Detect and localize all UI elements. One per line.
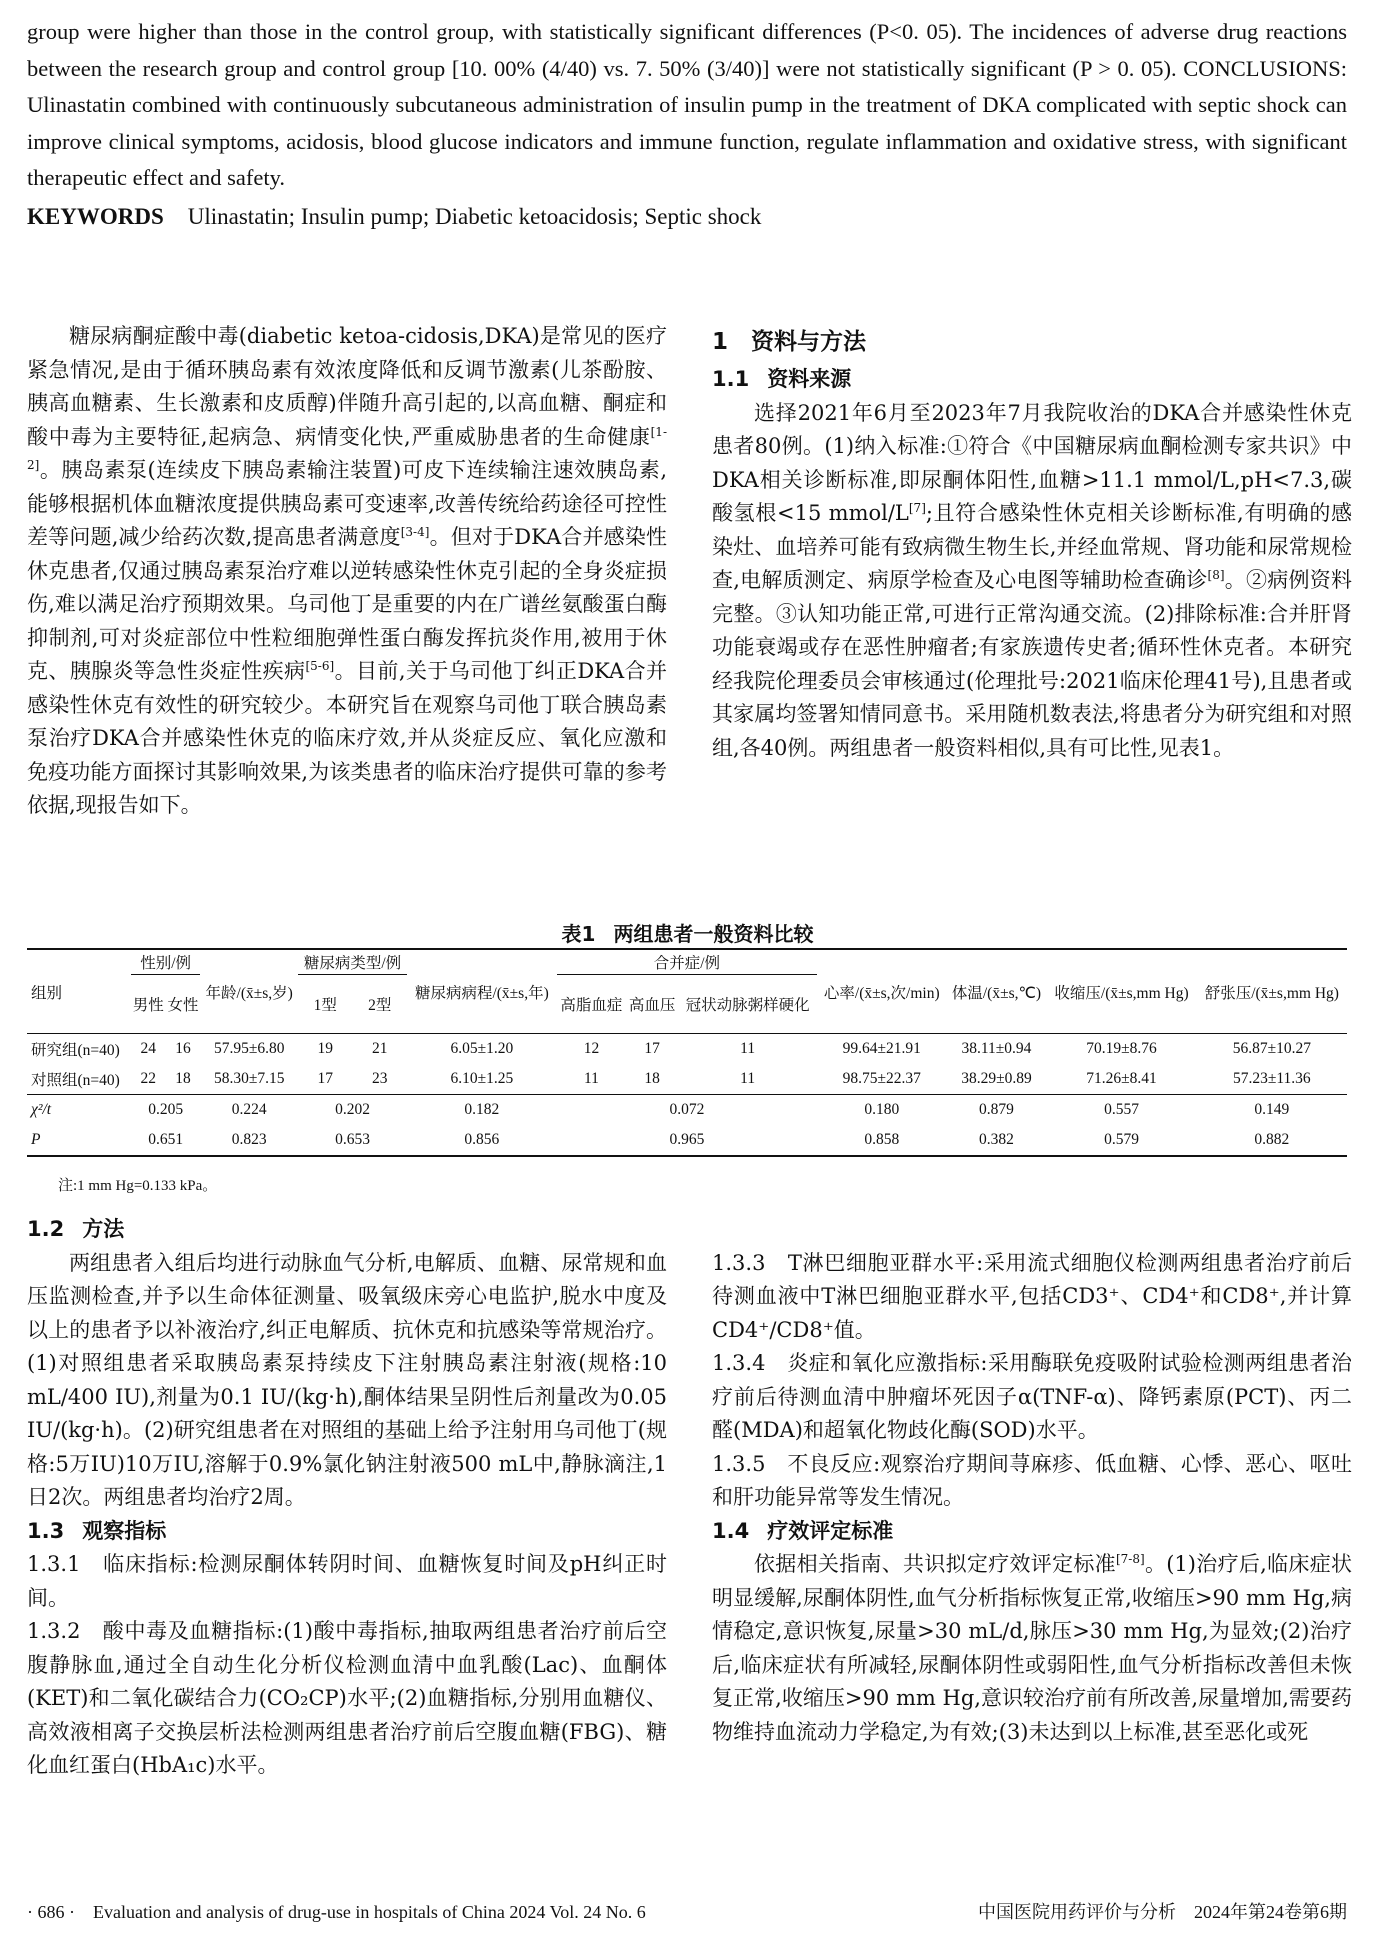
keywords-text: Ulinastatin; Insulin pump; Diabetic ketoacidosis; Septic shock: [187, 203, 762, 229]
citation: [1-2]: [27, 424, 667, 472]
methods-column-right: [712, 1213, 1352, 1749]
citation: [3-4]: [400, 525, 430, 539]
intro-paragraph: 糖尿病酮症酸中毒(diabetic ketoa-cidosis,DKA)是常见的医疗紧急情况,是由于循环胰岛素有效浓度降低和反调节激素(儿茶酚胺、胰高血糖素、生长激素和皮质醇)伴随升高引起的,以高血糖、酮症和酸中毒为主要特征,起病急、病情变化快,严重威胁患者的生命健康[1-2]。胰岛素泵(连续皮下胰岛素输注装置)可皮下连续输注速效胰岛素,能够根据机体血糖浓度提供胰岛素可变速率,改善传统给药途径可控性差等问题,减少给药次数,提高患者满意度[3-4]。但对于DKA合并感染性休克患者,仅通过胰岛素泵治疗难以逆转感染性休克引起的全身炎症损伤,难以满足治疗预期效果。乌司他丁是重要的内在广谱丝氨酸蛋白酶抑制剂,可对炎症部位中性粒细胞弹性蛋白酶发挥抗炎作用,被用于休克、胰腺炎等急性炎症性疾病[5-6]。目前,关于乌司他丁纠正DKA合并感染性休克有效性的研究较少。本研究旨在观察乌司他丁联合胰岛素泵治疗DKA合并感染性休克的临床疗效,并从炎症反应、氧化应激和免疫功能方面探讨其影响效果,为该类患者的临床治疗提供可靠的参考依据,现报告如下。: [27, 324, 668, 817]
col-header-age: 年龄/(x̄±s,岁): [200, 949, 298, 1034]
abstract-text: group were higher than those in the control group, with statistically significant differences (P<0. 05). The incidences of adverse drug reactions between the research group and control group [10. 00% (4/40) vs. 7. 50% (3/40)] were not statistically significant (P > 0. 05). CONCLUSIONS: Ulinastatin combined with continuously subcutaneous administration of insulin pump in the treatment of DKA complicated with septic shock can improve clinical symptoms, acidosis, blood glucose indicators and immune function, regulate inflammation and oxidative stress, with significant therapeutic effect and safety.: [27, 19, 1347, 190]
subsection-1-3-5: 1.3.5 不良反应:观察治疗期间荨麻疹、低血糖、心悸、恶心、呕吐和肝功能异常等发生情况。: [712, 1451, 1352, 1509]
methods-paragraph: 两组患者入组后均进行动脉血气分析,电解质、血糖、尿常规和血压监测检查,并予以生命体征测量、吸氧级床旁心电监护,脱水中度及以上的患者予以补液治疗,纠正电解质、抗休克和抗感染等常规治疗。(1)对照组患者采取胰岛素泵持续皮下注射胰岛素注射液(规格:10 mL/400 IU),剂量为0.1 IU/(kg·h),酮体结果呈阴性后剂量改为0.05 IU/(kg·h)。(2)研究组患者在对照组的基础上给予注射用乌司他丁(规格:5万IU)10万IU,溶解于0.9%氯化钠注射液500 mL中,静脉滴注,1日2次。两组患者均治疗2周。: [27, 1250, 667, 1509]
footer-right: 中国医院用药评价与分析 2024年第24卷第6期: [978, 1902, 1347, 1922]
col-header-diabetes-type: 糖尿病类型/例: [298, 949, 407, 975]
col-header-group: 组别: [27, 949, 131, 1034]
subsection-1-3-2: 1.3.2 酸中毒及血糖指标:(1)酸中毒指标,抽取两组患者治疗前后空腹静脉血,通过全自动生化分析仪检测血清中血乳酸(Lac)、血酮体(KET)和二氧化碳结合力(CO₂CP)水平;(2)血糖指标,分别用血糖仪、高效液相离子交换层析法检测两组患者治疗前后空腹血糖(FBG)、糖化血红蛋白(HbA₁c)水平。: [27, 1619, 667, 1777]
col-header-male: 男性: [131, 975, 166, 1034]
data-source-paragraph: 选择2021年6月至2023年7月我院收治的DKA合并感染性休克患者80例。(1)纳入标准:①符合《中国糖尿病血酮检测专家共识》中DKA相关诊断标准,即尿酮体阳性,血糖>11.1 mmol/L,pH<7.3,碳酸氢根<15 mmol/L[7];且符合感染性休克相关诊断标准,有明确的感染灶、血培养可能有致病微生物生长,并经血常规、肾功能和尿常规检查,电解质测定、病原学检查及心电图等辅助检查确诊[8]。②病例资料完整。③认知功能正常,可进行正常沟通交流。(2)排除标准:合并肝肾功能衰竭或存在恶性肿瘤者;有家族遗传史者;循环性休克者。本研究经我院伦理委员会审核通过(伦理批号:2021临床伦理41号),且患者或其家属均签署知情同意书。采用随机数表法,将患者分为研究组和对照组,各40例。两组患者一般资料相似,具有可比性,见表1。: [712, 400, 1352, 760]
col-header-sbp: 收缩压/(x̄±s,mm Hg): [1046, 949, 1196, 1034]
col-header-course: 糖尿病病程/(x̄±s,年): [407, 949, 557, 1034]
keywords-label: KEYWORDS: [27, 203, 164, 229]
col-header-cad: 冠状动脉粥样硬化: [678, 975, 817, 1034]
col-header-type2: 2型: [353, 975, 407, 1034]
methods-column-upper: [712, 322, 1352, 765]
stat-row: P 0.651 0.823 0.653 0.856 0.965 0.858 0.382 0.579 0.882: [27, 1125, 1347, 1156]
col-header-hyperlipidemia: 高脂血症: [557, 975, 626, 1034]
subsection-1-3-4: 1.3.4 炎症和氧化应激指标:采用酶联免疫吸附试验检测两组患者治疗前后待测血清中肿瘤坏死因子α(TNF-α)、降钙素原(PCT)、丙二醛(MDA)和超氧化物歧化酶(SOD)水平。: [712, 1351, 1352, 1442]
subsection-1-3-1: 1.3.1 临床指标:检测尿酮体转阴时间、血糖恢复时间及pH纠正时间。: [27, 1552, 667, 1610]
col-header-hypertension: 高血压: [626, 975, 678, 1034]
table-1: [27, 948, 1347, 1157]
table-row: 对照组(n=40) 22 18 58.30±7.15 17 23 6.10±1.25 11 18 11 98.75±22.37 38.29±0.89 71.26±8.41 57.23±11.36: [31, 1070, 1311, 1089]
intro-column: [27, 320, 667, 823]
section-heading-1-4: 1.4 疗效评定标准: [712, 1518, 894, 1543]
section-heading-1-1: 1.1 资料来源: [712, 367, 852, 391]
col-header-heart-rate: 心率/(x̄±s,次/min): [817, 949, 947, 1034]
citation: [7]: [908, 501, 926, 515]
efficacy-paragraph: 依据相关指南、共识拟定疗效评定标准[7-8]。(1)治疗后,临床症状明显缓解,尿酮体阴性,血气分析指标恢复正常,收缩压>90 mm Hg,病情稳定,意识恢复,尿量>30 mL/d,脉压>30 mm Hg,为显效;(2)治疗后,临床症状有所减轻,尿酮体阴性或弱阳性,血气分析指标改善但未恢复正常,收缩压>90 mm Hg,意识较治疗前有所改善,尿量增加,需要药物维持血流动力学稳定,为有效;(3)未达到以上标准,甚至恶化或死: [712, 1552, 1352, 1744]
citation: [7-8]: [1115, 1552, 1145, 1566]
methods-column-left: [27, 1213, 667, 1783]
col-header-sex: 性别/例: [131, 949, 200, 975]
subsection-1-3-3: 1.3.3 T淋巴细胞亚群水平:采用流式细胞仪检测两组患者治疗前后待测血液中T淋巴细胞亚群水平,包括CD3⁺、CD4⁺和CD8⁺,并计算CD4⁺/CD8⁺值。: [712, 1250, 1352, 1342]
col-header-dbp: 舒张压/(x̄±s,mm Hg): [1197, 949, 1347, 1034]
section-heading-1-3: 1.3 观察指标: [27, 1518, 167, 1543]
col-header-type1: 1型: [298, 975, 352, 1034]
citation: [5-6]: [305, 659, 335, 673]
english-abstract: [27, 14, 1347, 235]
stat-row: χ²/t 0.205 0.224 0.202 0.182 0.072 0.180 0.879 0.557 0.149: [27, 1095, 1347, 1126]
section-heading-1: 1 资料与方法: [712, 329, 867, 355]
citation: [8]: [1207, 568, 1225, 582]
footer-left: · 686 · Evaluation and analysis of drug-use in hospitals of China 2024 Vol. 24 No. 6: [27, 1902, 646, 1922]
col-header-comorbidity: 合并症/例: [557, 949, 817, 975]
section-heading-1-2: 1.2 方法: [27, 1217, 125, 1241]
baseline-table: [27, 948, 1347, 1157]
col-header-female: 女性: [166, 975, 201, 1034]
table-caption: 表1 两组患者一般资料比较: [561, 922, 814, 946]
table-row: 研究组(n=40) 24 16 57.95±6.80 19 21 6.05±1.20 12 17 11 99.64±21.91 38.11±0.94 70.19±8.76 56.87±10.27: [31, 1040, 1311, 1059]
col-header-temperature: 体温/(x̄±s,℃): [947, 949, 1047, 1034]
table-note: 注:1 mm Hg=0.133 kPa。: [58, 1178, 218, 1194]
keywords-line: [27, 199, 1347, 236]
